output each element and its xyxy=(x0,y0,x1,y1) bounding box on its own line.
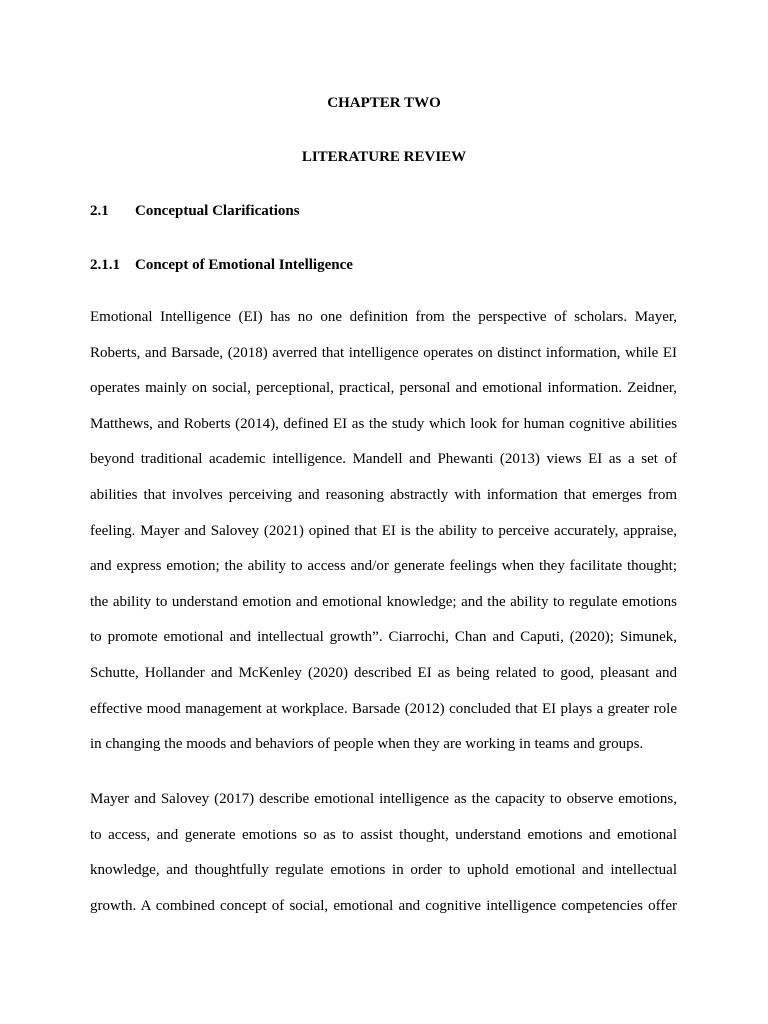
paragraph-line: operates mainly on social, perceptional, practical, personal and emotional information. Zeidner, xyxy=(90,380,677,397)
paragraph-line: feeling. Mayer and Salovey (2021) opined that EI is the ability to perceive accurately, appraise, xyxy=(90,522,677,539)
subsection-number: 2.1.1 xyxy=(90,257,120,273)
section-heading xyxy=(90,201,300,221)
paragraph-line: Emotional Intelligence (EI) has no one definition from the perspective of scholars. Mayer, xyxy=(90,309,677,325)
paragraph-line: knowledge, and thoughtfully regulate emotions in order to uphold emotional and intellectual xyxy=(90,862,677,879)
section-number: 2.1 xyxy=(90,203,109,219)
paragraph-line: to access, and generate emotions so as to assist thought, understand emotions and emotional xyxy=(90,826,677,843)
paragraph-line: the ability to understand emotion and emotional knowledge; and the ability to regulate emotions xyxy=(90,593,677,610)
paragraph-line: growth. A combined concept of social, emotional and cognitive intelligence competencies offer xyxy=(90,897,677,914)
paragraph-line: Roberts, and Barsade, (2018) averred that intelligence operates on distinct information, while EI xyxy=(90,344,677,361)
paragraph-line: Matthews, and Roberts (2014), defined EI as the study which look for human cognitive abilities xyxy=(90,415,677,432)
paragraph-line: and express emotion; the ability to access and/or generate feelings when they facilitate thought; xyxy=(90,558,677,575)
paragraph-line: beyond traditional academic intelligence. Mandell and Phewanti (2013) views EI as a set of xyxy=(90,451,677,468)
paragraph-1 xyxy=(90,300,677,763)
paragraph-line: Schutte, Hollander and McKenley (2020) described EI as being related to good, pleasant and xyxy=(90,664,677,681)
paragraph-line: in changing the moods and behaviors of people when they are working in teams and groups. xyxy=(90,736,644,753)
subsection-heading xyxy=(90,255,353,275)
chapter-title: LITERATURE REVIEW xyxy=(301,149,467,165)
paragraph-line: effective mood management at workplace. Barsade (2012) concluded that EI plays a greater role xyxy=(90,700,677,717)
paragraph-2 xyxy=(90,782,677,924)
paragraph-line: Mayer and Salovey (2017) describe emotional intelligence as the capacity to observe emotions, xyxy=(90,791,677,807)
subsection-title: Concept of Emotional Intelligence xyxy=(135,257,353,273)
chapter-heading: CHAPTER TWO xyxy=(327,95,441,111)
section-title: Conceptual Clarifications xyxy=(135,203,300,219)
paragraph-line: to promote emotional and intellectual growth”. Ciarrochi, Chan and Caputi, (2020); Simunek, xyxy=(90,629,677,646)
paragraph-line: abilities that involves perceiving and reasoning abstractly with information that emerges from xyxy=(90,486,677,503)
